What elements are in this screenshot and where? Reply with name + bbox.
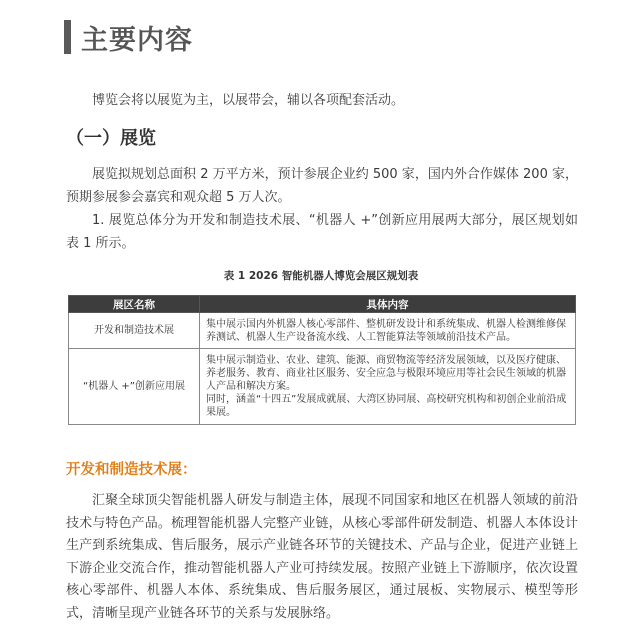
table-header-row [69,296,576,313]
paragraph-1: 展览拟规划总面积 2 万平方米，预计参展企业约 500 家，国内外合作媒体 200 家，预期参展参会嘉宾和观众超 5 万人次。 [66,167,578,205]
paragraph-3: 汇聚全球顶尖智能机器人研发与制造主体，展现不同国家和地区在机器人领域的前沿技术与特色产品。梳理智能机器人完整产业链，从核心零部件研发制造、机器人本体设计生产到系统集成、售后服务，展示产业链各环节的关键技术、产品与企业，促进产业链上下游企业交流合作，推动智能机器人产业可持续发展。按照产业链上下游顺序，依次设置核心零部件、机器人本体、系统集成、售后服务展区，通过展板、实物展示、模型等形式，清晰呈现产业链各环节的关系与发展脉络。 [66,493,578,621]
zone-content-main: 集中展示制造业、农业、建筑、能源、商贸物流等经济发展领域，以及医疗健康、养老服务、教育、商业社区服务、安全应急与极限环境应用等社会民生领域的机器人产品和解决方案。 [206,355,566,392]
header-content: 具体内容 [200,296,576,313]
section-title: （一）展览 [66,128,156,149]
header-zone-name: 展区名称 [69,296,200,313]
page-heading [64,20,193,54]
heading-bar [64,20,71,54]
zone-content: 集中展示国内外机器人核心零部件、整机研发设计和系统集成、机器人检测维修保养测试、机器人生产设备流水线、人工智能算法等领域前沿技术产品。 [200,313,576,349]
exhibition-table [68,295,576,425]
zone-name: 开发和制造技术展 [69,313,200,349]
zone-name: “机器人 +”创新应用展 [69,349,200,425]
sub-section-title: 开发和制造技术展： [66,462,197,478]
zone-content [200,349,576,425]
paragraph-2: 1. 展览总体分为开发和制造技术展、“机器人 +”创新应用展两大部分，展区规划如表 1 所示。 [66,213,578,251]
intro-paragraph: 博览会将以展览为主，以展带会，辅以各项配套活动。 [92,93,405,108]
table-caption: 表 1 2026 智能机器人博览会展区规划表 [223,270,419,282]
table-row [69,349,576,425]
zone-content-extra: 同时，涵盖“十四五”发展成就展、大湾区协同展、高校研究机构和初创企业前沿成果展。 [206,394,567,418]
table-row [69,313,576,349]
page-title: 主要内容 [81,24,193,56]
